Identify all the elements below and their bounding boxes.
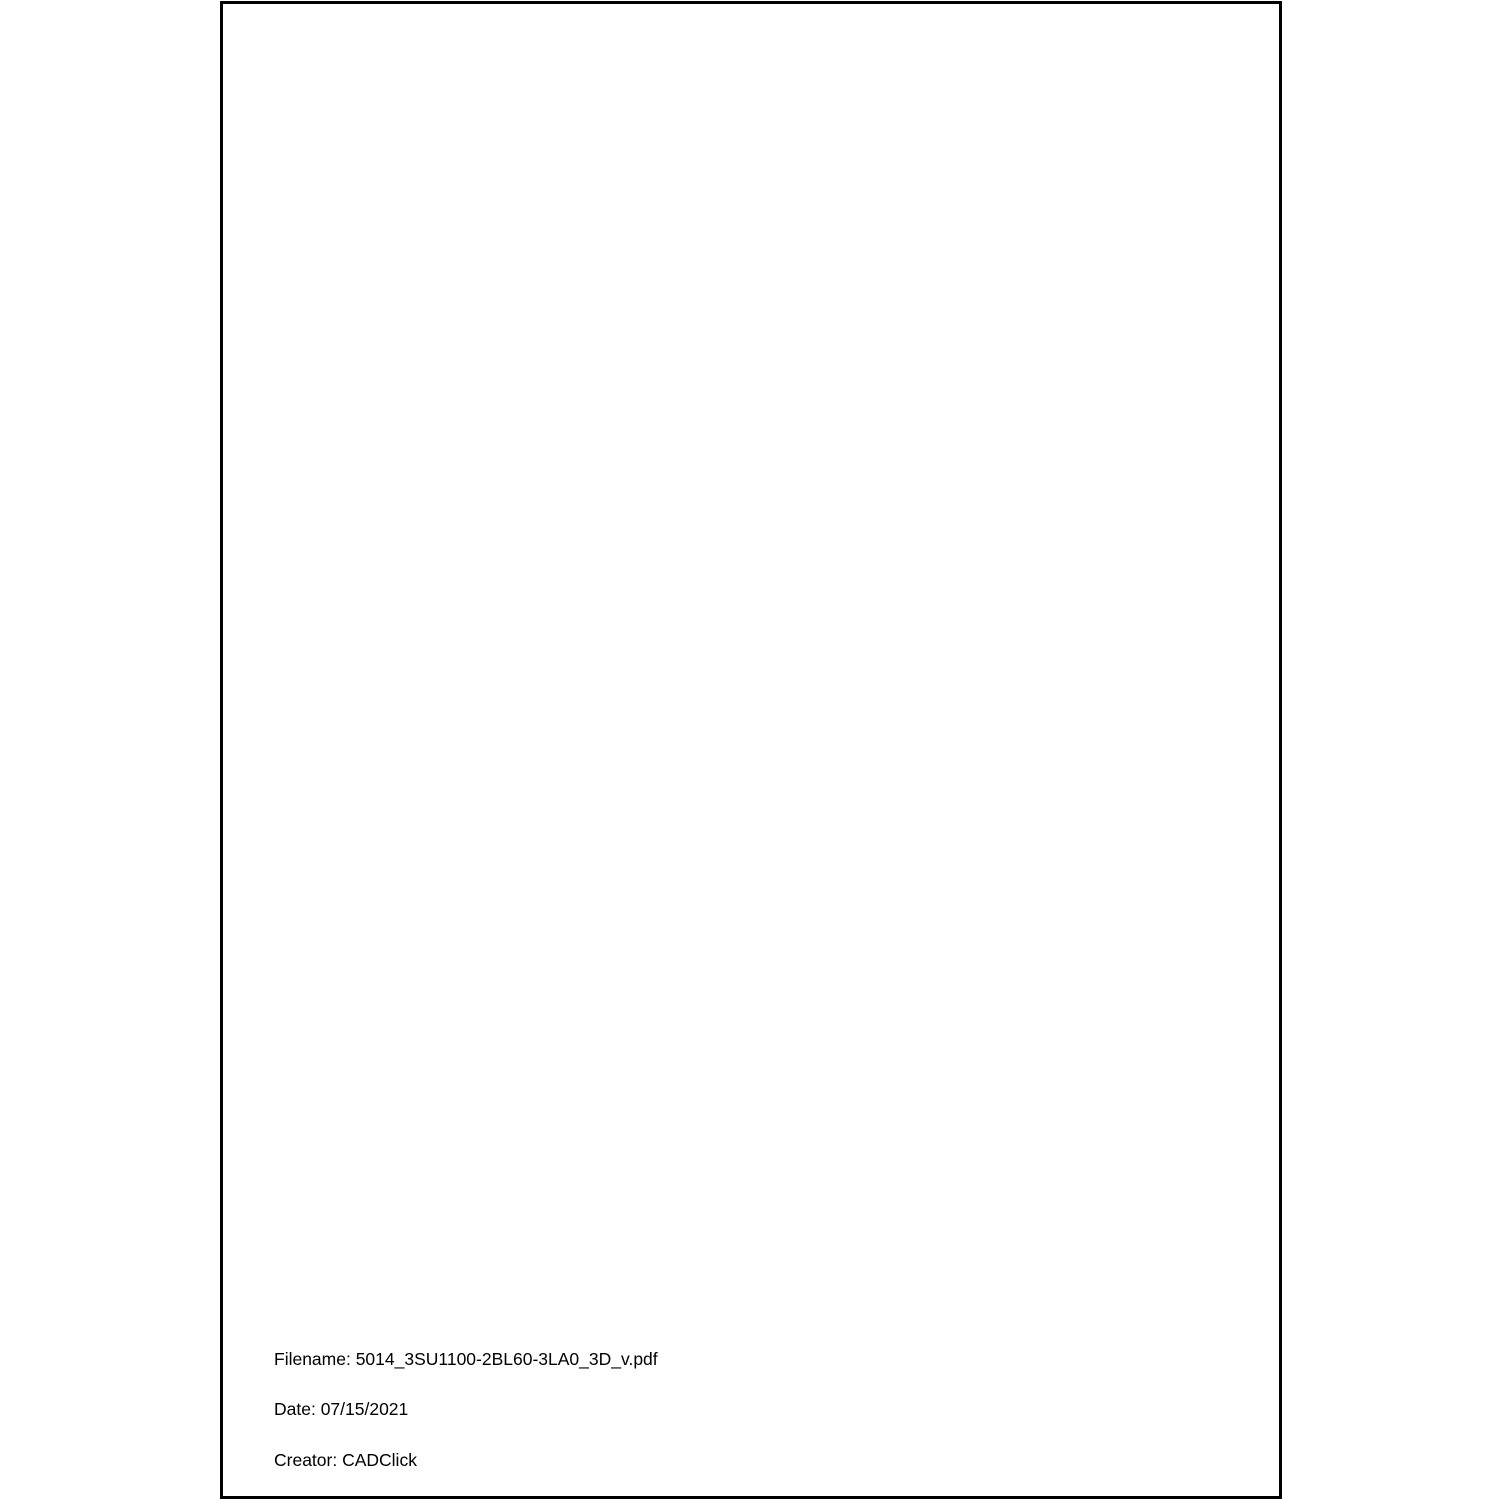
date-text: Date: 07/15/2021 bbox=[274, 1399, 409, 1419]
creator-text: Creator: CADClick bbox=[274, 1450, 417, 1470]
document-page-frame bbox=[220, 1, 1282, 1499]
filename-text: Filename: 5014_3SU1100-2BL60-3LA0_3D_v.pdf bbox=[274, 1349, 658, 1369]
